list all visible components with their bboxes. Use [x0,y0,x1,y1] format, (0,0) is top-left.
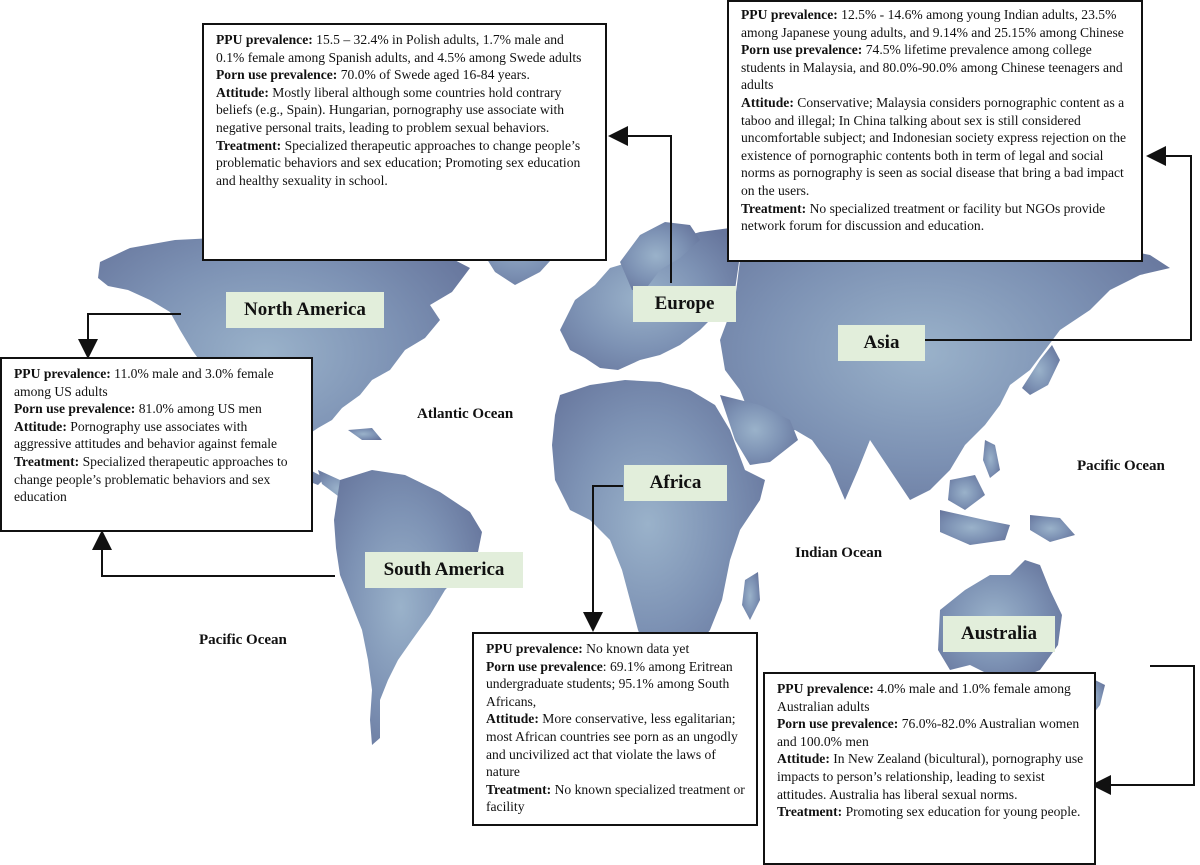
ocean-label-pacific-west: Pacific Ocean [199,632,287,648]
region-label-africa: Africa [624,465,727,501]
land-borneo [948,475,985,510]
treatment-label: Treatment: [216,137,282,153]
land-se-asia-islands [940,510,1010,545]
ocean-label-indian: Indian Ocean [795,545,883,561]
attitude-label: Attitude: [14,418,67,434]
land-philippines [983,440,1000,478]
porn-use-value: 76.0%-82.0% Australian women and 100.0% men [777,716,1080,749]
land-madagascar [742,572,760,620]
attitude-label: Attitude: [741,94,794,110]
region-label-south-america: South America [365,552,523,588]
treatment-label: Treatment: [777,804,843,820]
attitude-value: Conservative; Malaysia considers pornographic content as a taboo and illegal; In China talking about sex is still considered uncomfortable subject; and Indonesian society express rejection on the existence of pornographic contents both in term of legal and social norms as pornography is seen as social disease that bring a bad impact on the users. [741,94,1127,198]
ppu-label: PPU prevalence: [486,641,583,656]
land-caribbean [348,428,382,440]
info-box-asia [727,0,1143,262]
porn-use-label: Porn use prevalence: [777,716,899,732]
ppu-value: 15.5 – 32.4% in Polish adults, 1.7% male and 0.1% female among Spanish adults, and 4.5% among Swede adults [216,32,582,65]
attitude-value: Pornography use associates with aggressive attitudes and behavior against female [14,418,278,452]
ppu-value: 4.0% male and 1.0% female among Australian adults [777,681,1071,714]
land-south-america [334,470,482,745]
ppu-value: 12.5% - 14.6% among young Indian adults, 23.5% among Japanese young adults, and 9.14% and 25.15% among Chinese [741,7,1124,40]
porn-use-label: Porn use prevalence: [741,42,863,58]
info-box-north-america [0,357,313,532]
porn-use-value: 81.0% among US men [135,401,262,417]
region-label-europe: Europe [633,286,736,322]
ppu-value: No known data yet [582,641,690,656]
porn-use-value: 74.5% lifetime prevalence among college students in Malaysia, and 80.0%-90.0% among Chinese teenagers and adults [741,42,1123,93]
land-new-guinea [1030,515,1075,542]
ppu-label: PPU prevalence: [14,366,111,381]
porn-use-value: : 69.1% among Eritrean undergraduate students; 95.1% among South Africans, [486,658,733,709]
ocean-label-atlantic: Atlantic Ocean [417,406,514,422]
treatment-label: Treatment: [741,200,807,216]
attitude-label: Attitude: [486,711,539,727]
treatment-value: Promoting sex education for young people. [842,804,1081,820]
attitude-label: Attitude: [216,84,269,100]
treatment-value: No known specialized treatment or facility [486,781,745,815]
treatment-label: Treatment: [14,453,80,469]
info-box-africa [472,632,758,826]
ppu-label: PPU prevalence: [777,681,874,696]
ppu-value: 11.0% male and 3.0% female among US adults [14,366,274,399]
attitude-value: In New Zealand (bicultural), pornography use impacts to person’s relationship, leading to sexist attitudes. Australia has liberal sexual norms. [777,751,1084,802]
porn-use-label: Porn use prevalence: [216,67,338,83]
region-label-north-america: North America [226,292,384,328]
treatment-value: No specialized treatment or facility but NGOs provide network forum for discussion and education. [741,200,1106,234]
attitude-value: Mostly liberal although some countries hold contrary beliefs (e.g., Spain). Hungarian, pornography use associate with negative personal traits, leading to problem sexual behaviors. [216,84,565,135]
ppu-label: PPU prevalence: [216,32,313,47]
porn-use-label: Porn use prevalence: [14,401,136,417]
info-box-europe [202,23,607,261]
treatment-label: Treatment: [486,781,552,797]
ppu-label: PPU prevalence: [741,7,838,22]
attitude-value: More conservative, less egalitarian; most African countries see porn as an ungodly and uncivilized act that violate the laws of nature [486,711,738,780]
porn-use-label: Porn use prevalence [486,658,603,674]
porn-use-value: 70.0% of Swede aged 16-84 years. [337,67,530,83]
ocean-label-pacific-east: Pacific Ocean [1077,458,1165,474]
region-label-asia: Asia [838,325,925,361]
region-label-australia: Australia [943,616,1055,652]
treatment-value: Specialized therapeutic approaches to change people’s problematic behaviors and sex education [14,453,288,505]
attitude-label: Attitude: [777,751,830,767]
info-box-australia [763,672,1096,865]
treatment-value: Specialized therapeutic approaches to change people’s problematic behaviors and sex education; Promoting sex education and healthy sexuality in school. [216,137,581,188]
